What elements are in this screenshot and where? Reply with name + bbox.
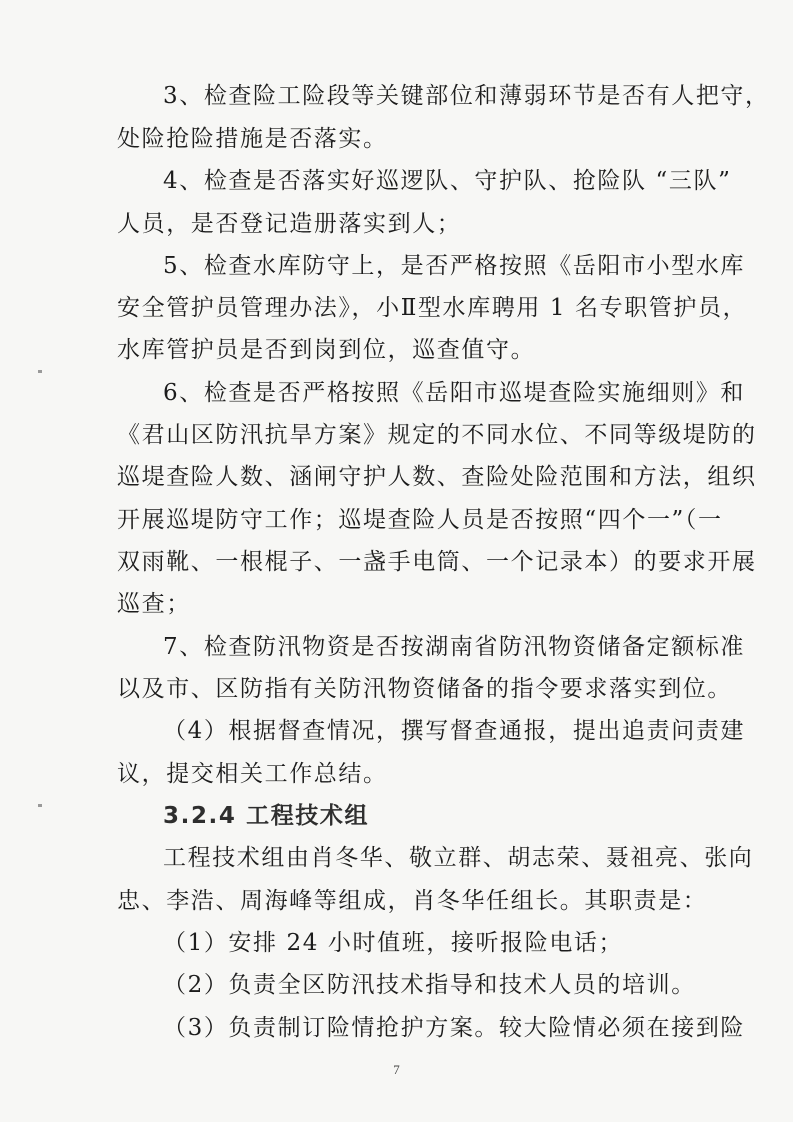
text-line-duty2: （2）负责全区防汛技术指导和技术人员的培训。 xyxy=(163,972,696,998)
text-line-group-intro: 工程技术组由肖冬华、敬立群、胡志荣、聂祖亮、张向 xyxy=(163,845,754,871)
text-line-duty1: （1）安排 24 小时值班，接听报险电话； xyxy=(163,930,624,956)
section-heading: 3.2.4 工程技术组 xyxy=(163,803,370,829)
text-line-item5-cont: 安全管护员管理办法》，小Ⅱ型水库聘用 1 名专职管护员， xyxy=(117,295,748,321)
text-line-group-intro-cont: 忠、李浩、周海峰等组成，肖冬华任组长。其职责是： xyxy=(117,888,708,914)
text-line-item3: 3、检查险工险段等关键部位和薄弱环节是否有人把守， xyxy=(163,83,770,109)
text-line-point4: （4）根据督查情况，撰写督查通报，提出追责问责建 xyxy=(163,718,746,744)
page-number: 7 xyxy=(393,1062,400,1077)
text-line-point4-cont: 议，提交相关工作总结。 xyxy=(117,761,388,787)
text-line-item7-cont: 以及市、区防指有关防汛物资储备的指令要求落实到位。 xyxy=(117,676,732,702)
text-line-item6-cont: 《君山区防汛抗旱方案》规定的不同水位、不同等级堤防的 xyxy=(117,422,757,448)
text-line-item6-cont: 开展巡堤防守工作；巡堤查险人员是否按照“四个一”（一 xyxy=(117,507,723,533)
scan-mark xyxy=(38,370,42,373)
scan-mark xyxy=(38,804,42,807)
text-line-item5: 5、检查水库防守上，是否严格按照《岳阳市小型水库 xyxy=(163,253,746,279)
text-line-item7: 7、检查防汛物资是否按湖南省防汛物资储备定额标准 xyxy=(163,634,746,660)
text-line-item4-cont: 人员，是否登记造册落实到人； xyxy=(117,211,462,237)
text-line-item6-cont: 巡堤查险人数、涵闸守护人数、查险处险范围和方法，组织 xyxy=(117,464,757,490)
text-line-item4: 4、检查是否落实好巡逻队、守护队、抢险队 “三队” xyxy=(163,168,732,194)
text-line-item6-cont: 双雨靴、一根棍子、一盏手电筒、一个记录本）的要求开展 xyxy=(117,549,757,575)
text-line-item3-cont: 处险抢险措施是否落实。 xyxy=(117,126,388,152)
text-line-duty3: （3）负责制订险情抢护方案。较大险情必须在接到险 xyxy=(163,1015,746,1041)
text-line-item6: 6、检查是否严格按照《岳阳市巡堤查险实施细则》和 xyxy=(163,380,746,406)
text-line-item6-cont: 巡查； xyxy=(117,591,191,617)
text-line-item5-cont: 水库管护员是否到岗到位，巡查值守。 xyxy=(117,337,536,363)
